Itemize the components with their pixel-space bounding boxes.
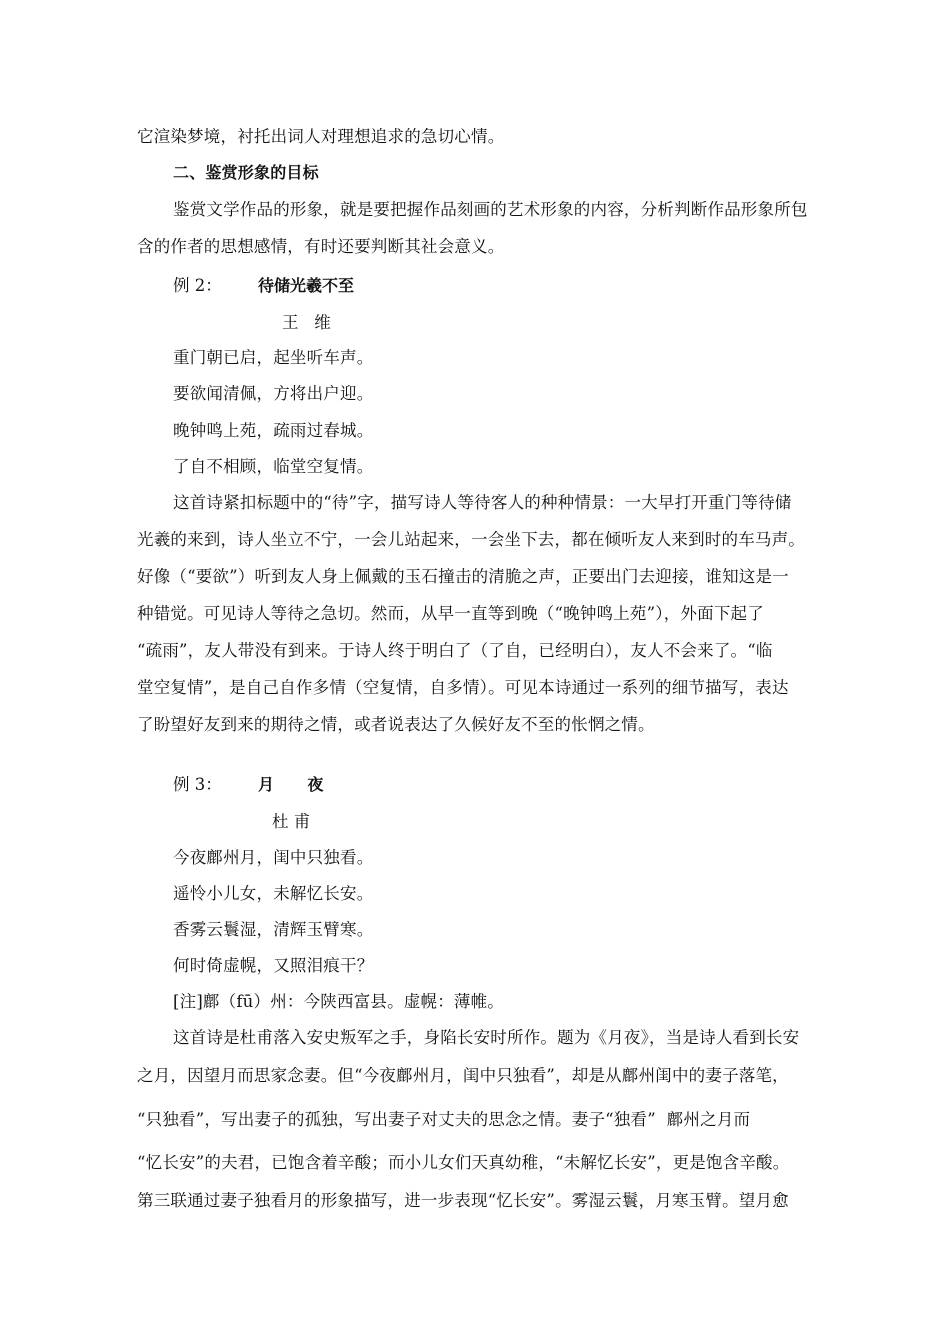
paragraph-line: 含的作者的思想感情，有时还要判断其社会意义。 (137, 237, 505, 256)
example-label: 例 2： (173, 276, 222, 295)
poem-verse: 香雾云鬟湿，清辉玉臂寒。 (173, 920, 374, 939)
analysis-line: “忆长安”的夫君，已饱含着辛酸；而小儿女们天真幼稚，“未解忆长安”，更是饱含辛酸。 (137, 1153, 790, 1172)
poem-author: 王 维 (282, 313, 331, 332)
analysis-line: 之月，因望月而思家念妻。但“今夜鄜州月，闺中只独看”，却是从鄜州闺中的妻子落笔， (137, 1066, 789, 1085)
poem-title: 待储光羲不至 (258, 276, 355, 295)
analysis-line: 第三联通过妻子独看月的形象描写，进一步表现“忆长安”。雾湿云鬟，月寒玉臂。望月愈 (137, 1191, 789, 1210)
poem-author: 杜 甫 (272, 812, 311, 831)
analysis-line: 这首诗是杜甫落入安史叛军之手，身陷长安时所作。题为《月夜》，当是诗人看到长安 (173, 1028, 800, 1047)
paragraph-line: 它渲染梦境，衬托出词人对理想追求的急切心情。 (137, 127, 505, 146)
poem-verse: 了自不相顾，临堂空复情。 (173, 457, 374, 476)
poem-verse: 今夜鄜州月，闺中只独看。 (173, 848, 374, 867)
poem-verse: 何时倚虚幌，又照泪痕干？ (173, 956, 374, 975)
poem-verse: 重门朝已启，起坐听车声。 (173, 348, 374, 367)
analysis-line: 光羲的来到，诗人坐立不宁，一会儿站起来，一会坐下去，都在倾听友人来到时的车马声。 (137, 530, 805, 549)
analysis-line: 了盼望好友到来的期待之情，或者说表达了久候好友不至的怅惘之情。 (137, 715, 655, 734)
poem-verse: 要欲闻清佩，方将出户迎。 (173, 384, 374, 403)
analysis-line: 堂空复情”，是自己自作多情（空复情，自多情）。可见本诗通过一系列的细节描写，表达 (137, 678, 789, 697)
analysis-line: 种错觉。可见诗人等待之急切。然而，从早一直等到晚（“晚钟鸣上苑”），外面下起了 (137, 604, 764, 623)
analysis-line: “只独看”，写出妻子的孤独，写出妻子对丈夫的思念之情。妻子“独看” 鄜州之月而 (137, 1110, 751, 1129)
analysis-line: “疏雨”，友人带没有到来。于诗人终于明白了（了自，已经明白），友人不会来了。“临 (137, 641, 773, 660)
paragraph-line: 鉴赏文学作品的形象，就是要把握作品刻画的艺术形象的内容，分析判断作品形象所包 (173, 200, 808, 219)
poem-title: 月 夜 (258, 775, 324, 794)
example-label: 例 3： (173, 775, 222, 794)
poem-verse: 遥怜小儿女，未解忆长安。 (173, 884, 374, 903)
analysis-line: 好像（“要欲”）听到友人身上佩戴的玉石撞击的清脆之声，正要出门去迎接，谁知这是一 (137, 567, 789, 586)
poem-note: [注]鄜（fū）州：今陕西富县。虚幌：薄帷。 (173, 992, 505, 1011)
section-heading: 二、鉴赏形象的目标 (173, 163, 319, 182)
analysis-line: 这首诗紧扣标题中的“待”字，描写诗人等待客人的种种情景：一大早打开重门等待储 (173, 493, 792, 512)
poem-verse: 晚钟鸣上苑，疏雨过春城。 (173, 421, 374, 440)
